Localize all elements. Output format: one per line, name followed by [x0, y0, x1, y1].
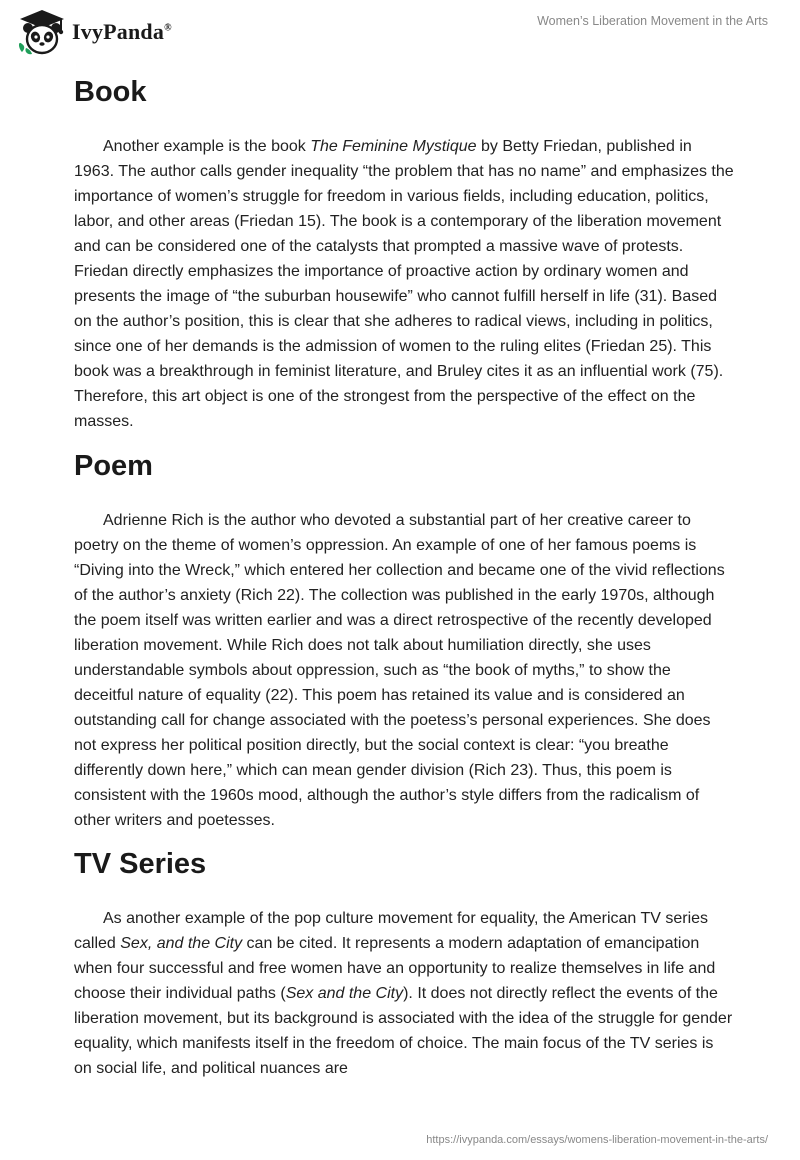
section-poem	[74, 444, 734, 833]
page-header	[0, 0, 800, 64]
brand-name: IvyPanda®	[72, 19, 172, 44]
tv-title-sex-and-the-city: Sex, and the City	[120, 935, 243, 952]
panda-graduate-icon	[16, 8, 68, 56]
paragraph-book: Another example is the book The Feminine Mystique by Betty Friedan, published in 1963. The author calls gender inequality “the problem that has no name” and emphasizes the importance of women’s struggle for freedom in various fields, including education, politics, labor, and other areas (Friedan 15). The book is a contemporary of the liberation movement and can be considered one of the catalysts that prompted a massive wave of protests. Friedan directly emphasizes the importance of proactive action by ordinary women and presents the image of “the suburban housewife” who cannot fulfill herself in life (31). Based on the author’s position, this is clear that she adheres to radical views, including in politics, since one of her demands is the admission of women to the ruling elites (Friedan 25). This book was a breakthrough in feminist literature, and Bruley cites it as an influential work (75). Therefore, this art object is one of the strongest from the perspective of the effect on the masses.	[74, 138, 734, 430]
source-url[interactable]: https://ivypanda.com/essays/womens-liberation-movement-in-the-arts/	[426, 1134, 768, 1146]
ivypanda-logo[interactable]	[16, 8, 172, 56]
essay-content	[74, 70, 734, 1081]
document-title: Women’s Liberation Movement in the Arts	[537, 14, 768, 28]
section-heading-poem: Poem	[74, 450, 153, 482]
book-title-feminine-mystique: The Feminine Mystique	[310, 138, 477, 155]
section-heading-tv-series: TV Series	[74, 848, 207, 880]
section-heading-book: Book	[74, 76, 147, 108]
section-tv-series	[74, 842, 734, 1081]
citation-sex-and-the-city: Sex and the City	[285, 985, 404, 1002]
paragraph-tv-series: As another example of the pop culture movement for equality, the American TV series called Sex, and the City can be cited. It represents a modern adaptation of emancipation when four successful and free women have an opportunity to realize themselves in life and choose their individual paths (Sex and the City). It does not directly reflect the events of the liberation movement, but its background is associated with the idea of the struggle for gender equality, which manifests itself in the freedom of choice. The main focus of the TV series is on social life, and political nuances are	[74, 910, 733, 1077]
section-book	[74, 70, 734, 434]
paragraph-poem: Adrienne Rich is the author who devoted a substantial part of her creative career to poetry on the theme of women’s oppression. An example of one of her famous poems is “Diving into the Wreck,” which entered her collection and became one of the vivid reflections of the author’s anxiety (Rich 22). The collection was published in the early 1970s, although the poem itself was written earlier and was a direct retrospective of the recently developed liberation movement. While Rich does not talk about humiliation directly, she uses understandable symbols about oppression, such as “the book of myths,” to show the deceitful nature of equality (22). This poem has retained its value and is considered an outstanding call for change associated with the poetess’s personal experiences. She does not express her political position directly, but the social context is clear: “you breathe differently down here,” which can mean gender division (Rich 23). Thus, this poem is consistent with the 1960s mood, although the author’s style differs from the radicalism of other writers and poetesses.	[74, 512, 725, 829]
